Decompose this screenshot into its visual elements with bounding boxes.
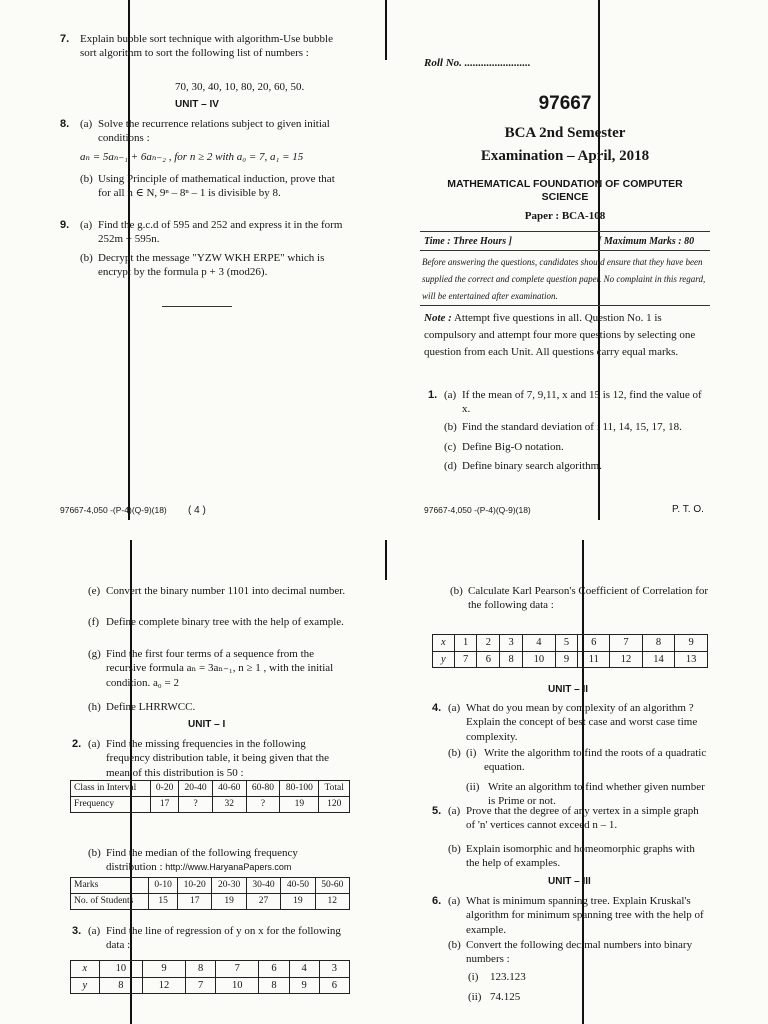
q8b: (b) Using Principle of mathematical induction, prove that for all n ∈ N, 9ⁿ – 8ⁿ – 1 is divisible by 8. (80, 173, 335, 200)
table-row: Frequency 17 ? 32 ? 19 120 (71, 797, 350, 813)
q5a: (a) Prove that the degree of any vertex in a simple graph of 'n' vertices cannot exceed n – 1. (448, 805, 699, 832)
frequency-table (70, 780, 350, 813)
maximum-marks: [ Maximum Marks : 80 (598, 236, 695, 247)
q7-number: 7. (60, 33, 70, 45)
paper-title: Paper : BCA-108 (524, 210, 606, 222)
q2a: (a) Find the missing frequencies in the following frequency distribution table, it being given that the mean of this distribution is 50 : (88, 738, 329, 779)
table-row: x 10 9 8 7 6 4 3 (71, 961, 350, 978)
roll-number: Roll No. ........................ (424, 57, 531, 69)
marks-table (70, 877, 350, 910)
footer-code-right: 97667-4,050 -(P-4)(Q-9)(18) (424, 505, 531, 515)
rule (420, 305, 710, 306)
q7-text: Explain bubble sort technique with algorithm-Use bubble sort algorithm to sort the following list of numbers : (80, 33, 333, 60)
q5b: (b) Explain isomorphic and homeomorphic graphs with the help of examples. (448, 843, 695, 870)
q1e: (e) Convert the binary number 1101 into decimal number. (88, 585, 346, 597)
table-row: y 7 6 8 10 9 11 12 14 13 (433, 651, 708, 668)
q1g: (g) Find the first four terms of a sequence from the recursive formula aₙ = 3aₙ₋₁, n ≥ 1 , with the initial condition. a₀ = 2 (88, 648, 334, 689)
q6b-ii: (ii) 74.125 (468, 991, 521, 1003)
q9a: (a) Find the g.c.d of 595 and 252 and express it in the form 252m + 595n. (80, 219, 343, 246)
q2-number: 2. (72, 738, 82, 750)
end-rule (162, 306, 232, 307)
exam-title: Examination – April, 2018 (480, 148, 650, 164)
q6a: (a) What is minimum spanning tree. Explain Kruskal's algorithm for minimum spanning tree with the help of example. (448, 895, 704, 936)
source-url: http://www.HaryanaPapers.com (165, 862, 292, 873)
q3-number: 3. (72, 925, 82, 937)
table-header-row: Class in Interval 0-20 20-40 40-60 60-80 80-100 Total (71, 781, 350, 797)
q8a: (a) Solve the recurrence relations subject to given initial conditions : (80, 118, 330, 145)
unit-3-heading: UNIT – III (548, 876, 591, 887)
rule (420, 250, 710, 251)
q3b: (b) Calculate Karl Pearson's Coefficient of Correlation for the following data : (450, 585, 709, 612)
note-label: Note : (424, 312, 452, 324)
q1b: (b) Find the standard deviation of : 11, 14, 15, 17, 18. (444, 421, 682, 433)
q4-number: 4. (432, 702, 442, 714)
rule (420, 231, 710, 232)
q1h: (h) Define LHRRWCC. (88, 701, 196, 713)
q1f: (f) Define complete binary tree with the help of example. (88, 616, 344, 628)
q9b: (b) Decrypt the message "YZW WKH ERPE" which is encrypt by the formula p + 3 (mod26). (80, 252, 325, 279)
q1d: (d) Define binary search algorithm. (444, 460, 602, 472)
q4b-ii: (ii) Write an algorithm to find whether given number is Prime or not. (466, 781, 705, 808)
table-row: y 8 12 7 10 8 9 6 (71, 977, 350, 994)
table-header-row: Marks 0-10 10-20 20-30 30-40 40-50 50-60 (71, 878, 350, 894)
time-allowed: Time : Three Hours ] (424, 236, 512, 247)
q1-number: 1. (428, 389, 438, 401)
q8a-formula: aₙ = 5aₙ₋₁ + 6aₙ₋₂ , for n ≥ 2 with a₀ = 7, a₁ = 15 (80, 151, 304, 163)
table-row: x 1 2 3 4 5 6 7 8 9 (433, 635, 708, 652)
q4a: (a) What do you mean by complexity of an algorithm ? Explain the concept of best case and worst case time complexity. (448, 702, 698, 743)
unit-2-heading: UNIT – II (548, 684, 589, 695)
table-row: No. of Students 15 17 19 27 19 12 (71, 894, 350, 910)
q4b: (b) (i) Write the algorithm to find the roots of a quadratic equation. (448, 747, 707, 774)
q6-number: 6. (432, 895, 442, 907)
regression-table (70, 960, 350, 994)
fold-line (385, 540, 387, 580)
q8-number: 8. (60, 118, 70, 130)
footer-code-left: 97667-4,050 -(P-4)(Q-9)(18) (60, 505, 167, 515)
q5-number: 5. (432, 805, 442, 817)
q6b-i: (i) 123.123 (468, 971, 526, 983)
q9-number: 9. (60, 219, 70, 231)
q1a: (a) If the mean of 7, 9,11, x and 15 is 12, find the value of x. (444, 389, 702, 416)
q6b: (b) Convert the following decimal numbers into binary numbers : (448, 939, 693, 966)
note-text: Attempt five questions in all. Question No. 1 is compulsory and attempt four more questions by selecting one question from each Unit. All questions carry equal marks. (424, 312, 696, 359)
fold-line (385, 0, 387, 60)
pto: P. T. O. (672, 504, 704, 515)
page-number: ( 4 ) (188, 505, 206, 516)
q3a: (a) Find the line of regression of y on x for the following data : (88, 925, 341, 952)
q7-list: 70, 30, 40, 10, 80, 20, 60, 50. (175, 81, 305, 93)
q1c: (c) Define Big-O notation. (444, 441, 564, 453)
course-title: BCA 2nd Semester (504, 125, 626, 141)
subject-title: MATHEMATICAL FOUNDATION OF COMPUTER SCIENCE (447, 178, 683, 203)
note (424, 310, 710, 361)
paper-code: 97667 (538, 93, 592, 114)
instructions: Before answering the questions, candidates should ensure that they have been supplied the correct and complete question paper. No complaint in this regard, will be entertained after examination. (422, 257, 706, 302)
q2b: (b) Find the median of the following frequency distribution : http://www.HaryanaPapers.com (88, 847, 298, 874)
correlation-table (432, 634, 708, 668)
unit-4-heading: UNIT – IV (175, 99, 219, 110)
unit-1-heading: UNIT – I (188, 719, 226, 730)
